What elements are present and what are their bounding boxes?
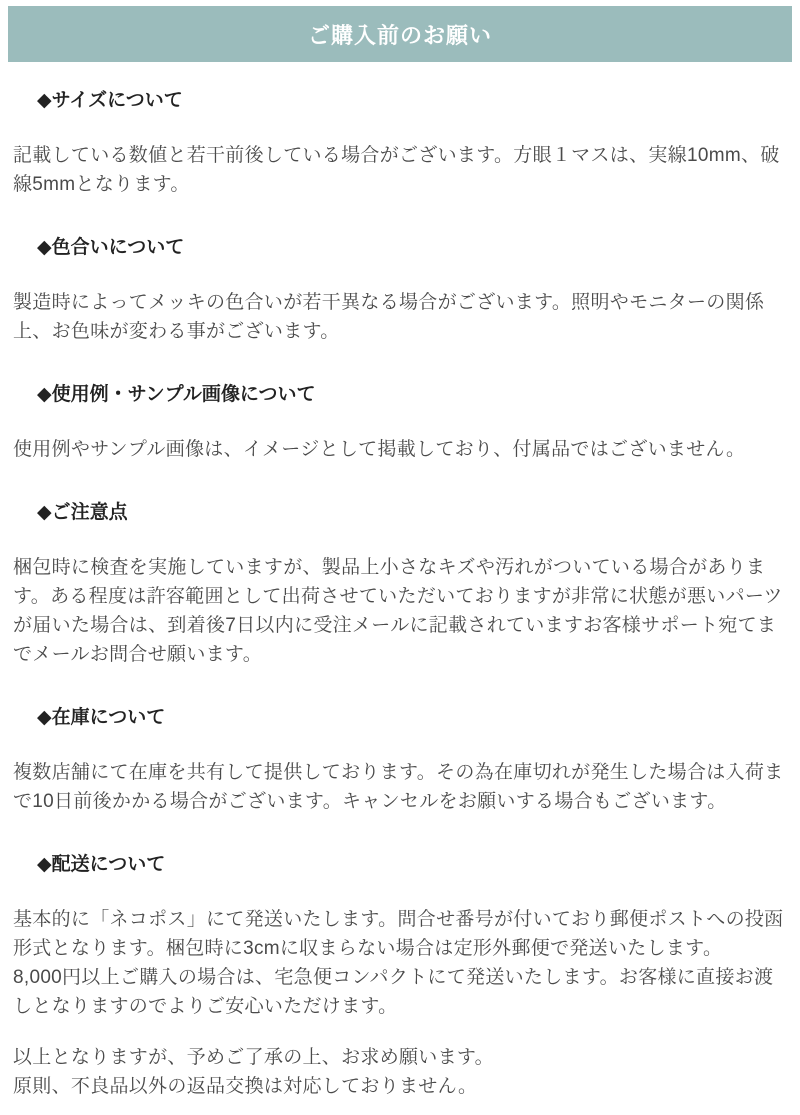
section-cautions — [13, 498, 787, 669]
section-heading-stock: ◆在庫について — [37, 707, 166, 728]
closing-line: 以上となりますが、予めご了承の上、お求め願います。 — [13, 1047, 494, 1068]
section-paragraph: 記載している数値と若干前後している場合がございます。方眼１マスは、実線10mm、破線5mmとなります。 — [13, 145, 780, 195]
section-paragraph: 複数店舗にて在庫を共有して提供しております。その為在庫切れが発生した場合は入荷まで10日前後かかる場合がございます。キャンセルをお願いする場合もございます。 — [13, 762, 784, 812]
section-sample-images — [13, 380, 787, 464]
notice-content — [8, 86, 792, 1101]
section-size — [13, 86, 787, 199]
section-stock — [13, 703, 787, 816]
section-shipping — [13, 850, 787, 1021]
section-heading-sample-images: ◆使用例・サンプル画像について — [37, 384, 316, 405]
section-paragraph: 製造時によってメッキの色合いが若干異なる場合がございます。照明やモニターの関係上、お色味が変わる事がございます。 — [13, 292, 765, 342]
section-heading-shipping: ◆配送について — [37, 854, 166, 875]
page-title: ご購入前のお願い — [307, 22, 492, 48]
section-heading-color: ◆色合いについて — [37, 237, 185, 258]
section-paragraph: 基本的に「ネコポス」にて発送いたします。問合せ番号が付いており郵便ポストへの投函形式となります。梱包時に3cmに収まらない場合は定形外郵便で発送いたします。 — [13, 909, 784, 959]
section-color — [13, 233, 787, 346]
section-paragraph: 使用例やサンプル画像は、イメージとして掲載しており、付属品ではございません。 — [13, 439, 746, 460]
section-paragraph: 8,000円以上ご購入の場合は、宅急便コンパクトにて発送いたします。お客様に直接お渡しとなりますのでよりご安心いただけます。 — [13, 967, 774, 1017]
closing-line: 原則、不良品以外の返品交換は対応しておりません。 — [13, 1076, 478, 1097]
closing-note — [13, 1043, 787, 1101]
section-heading-cautions: ◆ご注意点 — [37, 502, 128, 523]
section-heading-size: ◆サイズについて — [37, 90, 183, 111]
section-paragraph: 梱包時に検査を実施していますが、製品上小さなキズや汚れがついている場合があります。ある程度は許容範囲として出荷させていただいておりますが非常に状態が悪いパーツが届いた場合は、到着後7日以内に受注メールに記載されていますお客様サポート宛てまでメールお問合せ願います。 — [13, 557, 783, 665]
page-title-bar — [8, 6, 792, 62]
